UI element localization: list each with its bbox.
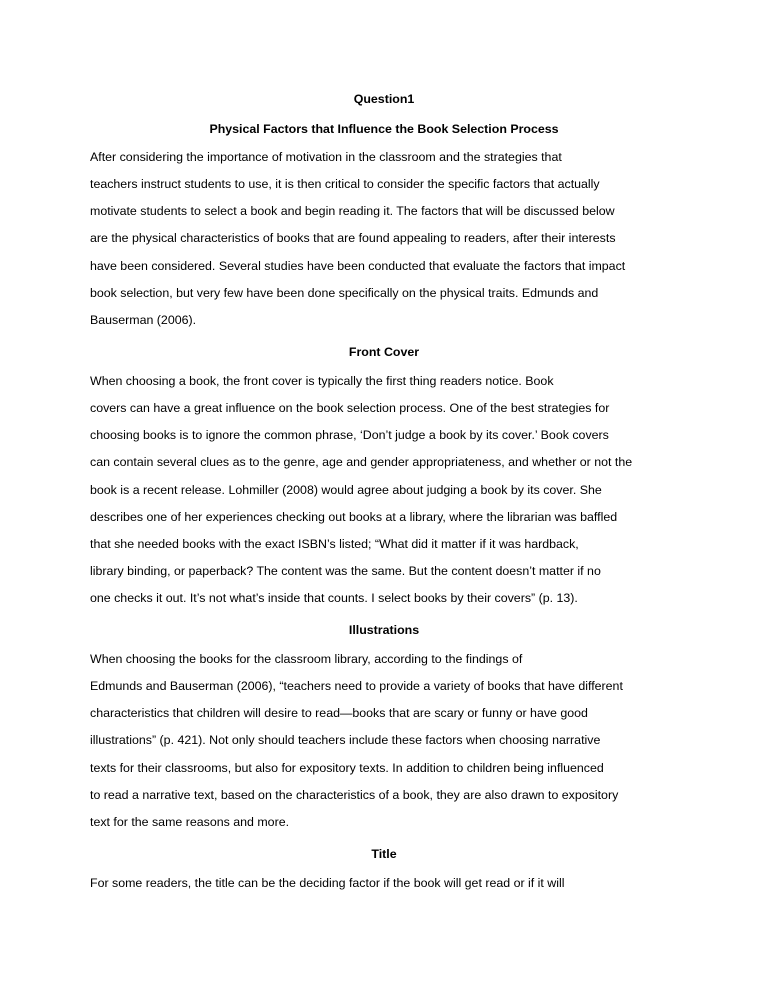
text-line: illustrations” (p. 421). Not only should teachers include these factors when choosing narrative xyxy=(90,733,601,747)
text-line: text for the same reasons and more. xyxy=(90,815,290,829)
text-line: to read a narrative text, based on the characteristics of a book, they are also drawn to expository xyxy=(90,788,619,802)
text-line: choosing books is to ignore the common phrase, ‘Don’t judge a book by its cover.’ Book covers xyxy=(90,428,609,442)
section-heading-illustrations: Illustrations xyxy=(348,623,420,637)
question-label: Question1 xyxy=(353,92,415,106)
text-line: book selection, but very few have been done specifically on the physical traits. Edmunds and xyxy=(90,286,599,300)
text-line: that she needed books with the exact ISBN’s listed; “What did it matter if it was hardback, xyxy=(90,537,579,551)
text-line: one checks it out. It’s not what’s inside that counts. I select books by their covers” (p. 13). xyxy=(90,591,578,605)
text-line: After considering the importance of motivation in the classroom and the strategies that xyxy=(90,150,562,164)
text-line: Bauserman (2006). xyxy=(90,313,197,327)
section-heading-front-cover: Front Cover xyxy=(348,345,420,359)
text-line: Edmunds and Bauserman (2006), “teachers need to provide a variety of books that have different xyxy=(90,679,623,693)
text-line: When choosing the books for the classroom library, according to the findings of xyxy=(90,652,523,666)
text-line: have been considered. Several studies have been conducted that evaluate the factors that impact xyxy=(90,259,626,273)
document-title: Physical Factors that Influence the Book Selection Process xyxy=(209,122,559,136)
text-line: describes one of her experiences checking out books at a library, where the librarian was baffled xyxy=(90,510,618,524)
text-line: motivate students to select a book and begin reading it. The factors that will be discussed below xyxy=(90,204,615,218)
text-line: For some readers, the title can be the deciding factor if the book will get read or if it will xyxy=(90,876,565,890)
text-line: library binding, or paperback? The content was the same. But the content doesn’t matter if no xyxy=(90,564,601,578)
section-heading-title: Title xyxy=(371,847,397,861)
text-line: covers can have a great influence on the book selection process. One of the best strategies for xyxy=(90,401,610,415)
text-line: are the physical characteristics of books that are found appealing to readers, after their interests xyxy=(90,231,616,245)
text-line: book is a recent release. Lohmiller (2008) would agree about judging a book by its cover. She xyxy=(90,483,602,497)
text-line: characteristics that children will desire to read—books that are scary or funny or have good xyxy=(90,706,588,720)
text-line: When choosing a book, the front cover is typically the first thing readers notice. Book xyxy=(90,374,554,388)
text-line: texts for their classrooms, but also for expository texts. In addition to children being influenced xyxy=(90,761,604,775)
text-line: teachers instruct students to use, it is then critical to consider the specific factors that actually xyxy=(90,177,600,191)
text-line: can contain several clues as to the genre, age and gender appropriateness, and whether or not the xyxy=(90,455,633,469)
